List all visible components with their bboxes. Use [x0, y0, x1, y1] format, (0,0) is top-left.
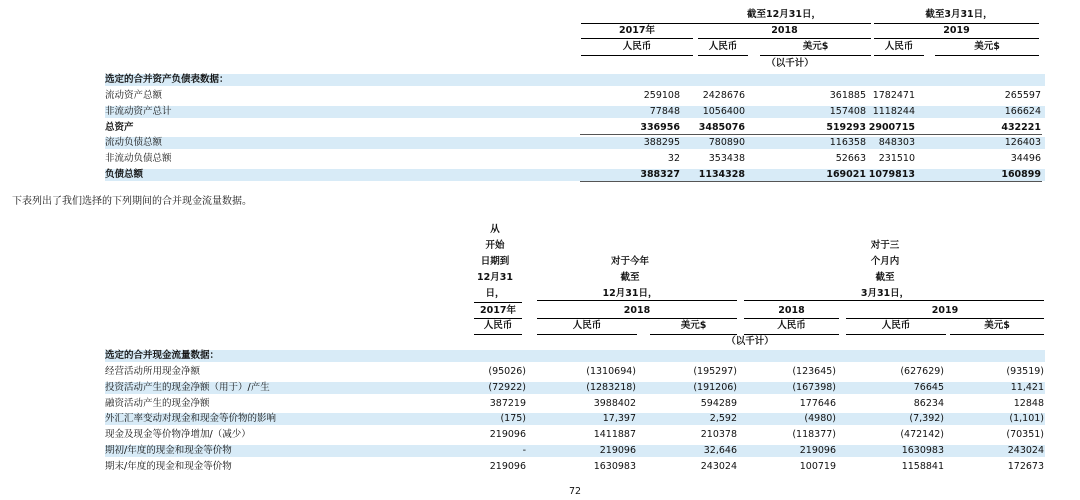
balance-row-label: 流动资产总额	[105, 90, 163, 101]
cash-cell: (93519)	[1006, 366, 1044, 377]
cash-currency-rmb: 人民币	[483, 320, 513, 331]
cash-cell: 32,646	[703, 445, 737, 456]
header-rule	[760, 55, 871, 56]
balance-currency-rmb: 人民币	[884, 41, 914, 52]
three-month-line: 个月内	[870, 256, 900, 267]
balance-cell: 126403	[1004, 137, 1041, 148]
balance-cell: 1056400	[702, 106, 745, 117]
balance-cell: 2428676	[702, 90, 745, 101]
header-rule	[474, 334, 522, 335]
balance-cell: 336956	[640, 122, 680, 133]
cash-inception-header	[470, 222, 520, 302]
cash-cell: (175)	[500, 413, 526, 424]
cash-row-label: 期末/年度的现金和现金等价物	[105, 461, 232, 472]
year-header-line: 截至	[620, 272, 640, 283]
cash-cell: 1411887	[593, 429, 636, 440]
balance-row-label: 负债总额	[105, 169, 144, 180]
cash-currency-usd: 美元$	[680, 320, 707, 331]
cash-cell: (1,101)	[1009, 413, 1044, 424]
three-month-line: 截至	[875, 272, 895, 283]
cash-cell: 219096	[489, 429, 526, 440]
cash-cell: 172673	[1007, 461, 1044, 472]
balance-row-label: 非流动资产总计	[105, 106, 172, 117]
cash-row-label: 融资活动产生的现金净额	[105, 398, 210, 409]
balance-cell: 388295	[643, 137, 680, 148]
header-rule	[874, 55, 924, 56]
balance-row-label: 流动负债总额	[105, 137, 163, 148]
cash-cell: (191206)	[693, 382, 737, 393]
balance-cell: 259108	[643, 90, 680, 101]
cash-cell: (472142)	[900, 429, 944, 440]
balance-row-label: 总资产	[105, 122, 134, 133]
header-rule	[744, 300, 1044, 301]
cash-cell: 243024	[700, 461, 737, 472]
cash-row-label: 期初/年度的现金和现金等价物	[105, 445, 232, 456]
balance-cell: 166624	[1004, 106, 1041, 117]
balance-cell: 116358	[829, 137, 866, 148]
balance-cell: 361885	[829, 90, 866, 101]
header-rule	[950, 334, 1044, 335]
balance-cell: 157408	[829, 106, 866, 117]
header-rule	[474, 302, 522, 303]
cash-row-label: 现金及现金等价物净增加/（减少）	[105, 429, 251, 440]
cash-cell: 594289	[700, 398, 737, 409]
cash-cell: (72922)	[488, 382, 526, 393]
page-number: 72	[568, 486, 582, 497]
cash-year-2018-q: 2018	[778, 305, 805, 316]
inception-line: 开始	[485, 240, 505, 251]
header-rule	[581, 23, 871, 24]
cash-row-label: 外汇汇率变动对现金和现金等价物的影响	[105, 413, 277, 424]
three-month-line: 3月31日，	[860, 288, 910, 299]
header-rule	[537, 318, 737, 319]
cash-cell: 2,592	[709, 413, 737, 424]
inception-line: 12月31	[477, 272, 513, 283]
header-rule	[874, 23, 1039, 24]
cash-year-2018: 2018	[623, 305, 651, 316]
cash-cell: (195297)	[693, 366, 737, 377]
header-rule	[581, 38, 693, 39]
cash-flow-intro: 下表列出了我们选择的下列期间的合并现金流量数据。	[12, 196, 252, 207]
total-rule	[580, 134, 1042, 135]
header-rule	[581, 55, 693, 56]
balance-unit: （以千计）	[766, 58, 814, 69]
balance-cell: 3485076	[698, 122, 745, 133]
cash-unit: （以千计）	[726, 336, 774, 347]
balance-cell: 519293	[826, 122, 866, 133]
cash-cell: 243024	[1007, 445, 1044, 456]
balance-cell: 265597	[1004, 90, 1041, 101]
cash-cell: (118377)	[792, 429, 836, 440]
cash-year-header	[570, 254, 690, 302]
cash-cell: 387219	[489, 398, 526, 409]
row-band	[105, 74, 1045, 86]
cash-currency-rmb: 人民币	[572, 320, 602, 331]
cash-currency-usd: 美元$	[984, 320, 1010, 331]
balance-period-year-end: 截至12月31日，	[747, 9, 821, 20]
balance-cell: 2900715	[868, 122, 915, 133]
inception-line: 日期到	[480, 256, 510, 267]
cash-cell: 210378	[700, 429, 737, 440]
balance-year-2018: 2018	[771, 25, 798, 36]
cash-cell: 219096	[599, 445, 636, 456]
balance-cell: 780890	[708, 137, 745, 148]
cash-cell: 17,397	[602, 413, 636, 424]
balance-cell: 848303	[878, 137, 915, 148]
three-month-line: 对于三	[870, 240, 900, 251]
balance-cell: 353438	[708, 153, 745, 164]
cash-cell: (167398)	[792, 382, 836, 393]
year-header-line: 对于今年	[610, 256, 649, 267]
cash-cell: -	[522, 445, 526, 456]
balance-year-2019: 2019	[943, 25, 970, 36]
balance-cell: 1134328	[698, 169, 745, 180]
balance-cell: 432221	[1001, 122, 1041, 133]
balance-currency-rmb: 人民币	[708, 41, 738, 52]
balance-row-label: 非流动负债总额	[105, 153, 172, 164]
cash-three-month-header	[835, 238, 935, 302]
header-rule	[744, 318, 839, 319]
cash-cell: 177646	[799, 398, 836, 409]
balance-currency-usd: 美元$	[974, 41, 1000, 52]
balance-currency-usd: 美元$	[802, 41, 829, 52]
cash-cell: (1283218)	[586, 382, 636, 393]
row-band	[105, 350, 1045, 362]
header-rule	[650, 334, 737, 335]
balance-cell: 77848	[649, 106, 680, 117]
cash-year-2019: 2019	[931, 305, 959, 316]
balance-cell: 52663	[835, 153, 866, 164]
header-rule	[474, 318, 522, 319]
cash-row-label: 投资活动产生的现金净额（用于）/产生	[105, 382, 270, 393]
inception-line: 日，	[485, 288, 505, 299]
cash-cell: (95026)	[488, 366, 526, 377]
cash-year-2017: 2017年	[480, 305, 516, 316]
header-rule	[846, 334, 946, 335]
cash-cell: 1630983	[901, 445, 944, 456]
balance-currency-rmb: 人民币	[622, 41, 652, 52]
cash-cell: (4980)	[804, 413, 836, 424]
balance-cell: 231510	[878, 153, 915, 164]
header-rule	[935, 55, 1039, 56]
cash-cell: 100719	[799, 461, 836, 472]
balance-cell: 169021	[826, 169, 866, 180]
cash-cell: (1310694)	[586, 366, 636, 377]
cash-cell: (123645)	[792, 366, 836, 377]
cash-cell: (627629)	[900, 366, 944, 377]
balance-year-2017: 2017年	[619, 25, 655, 36]
cash-section-title: 选定的合并现金流量数据：	[105, 350, 220, 361]
inception-line: 从	[490, 224, 500, 235]
header-rule	[537, 334, 637, 335]
cash-cell: 219096	[799, 445, 836, 456]
cash-currency-rmb: 人民币	[881, 320, 911, 331]
cash-cell: (7,392)	[909, 413, 944, 424]
cash-cell: 11,421	[1010, 382, 1044, 393]
balance-section-title: 选定的合并资产负债表数据：	[105, 74, 229, 85]
cash-cell: 3988402	[593, 398, 636, 409]
cash-row-label: 经营活动所用现金净额	[105, 366, 201, 377]
balance-cell: 1782471	[872, 90, 915, 101]
cash-cell: 86234	[913, 398, 944, 409]
cash-cell: (70351)	[1006, 429, 1044, 440]
year-header-line: 12月31日，	[602, 288, 658, 299]
balance-cell: 34496	[1010, 153, 1041, 164]
cash-cell: 76645	[913, 382, 944, 393]
header-rule	[874, 38, 1039, 39]
header-rule	[744, 334, 839, 335]
balance-cell: 1079813	[868, 169, 915, 180]
header-rule	[846, 318, 1044, 319]
header-rule	[537, 300, 737, 301]
cash-cell: 219096	[489, 461, 526, 472]
balance-period-march: 截至3月31日，	[925, 9, 993, 20]
header-rule	[698, 55, 748, 56]
total-rule	[580, 181, 1042, 182]
cash-cell: 12848	[1013, 398, 1044, 409]
balance-cell: 160899	[1001, 169, 1041, 180]
cash-cell: 1158841	[901, 461, 944, 472]
balance-cell: 32	[667, 153, 680, 164]
balance-cell: 388327	[640, 169, 680, 180]
cash-cell: 1630983	[593, 461, 636, 472]
cash-currency-rmb: 人民币	[777, 320, 806, 331]
balance-cell: 1118244	[872, 106, 915, 117]
header-rule	[698, 38, 871, 39]
